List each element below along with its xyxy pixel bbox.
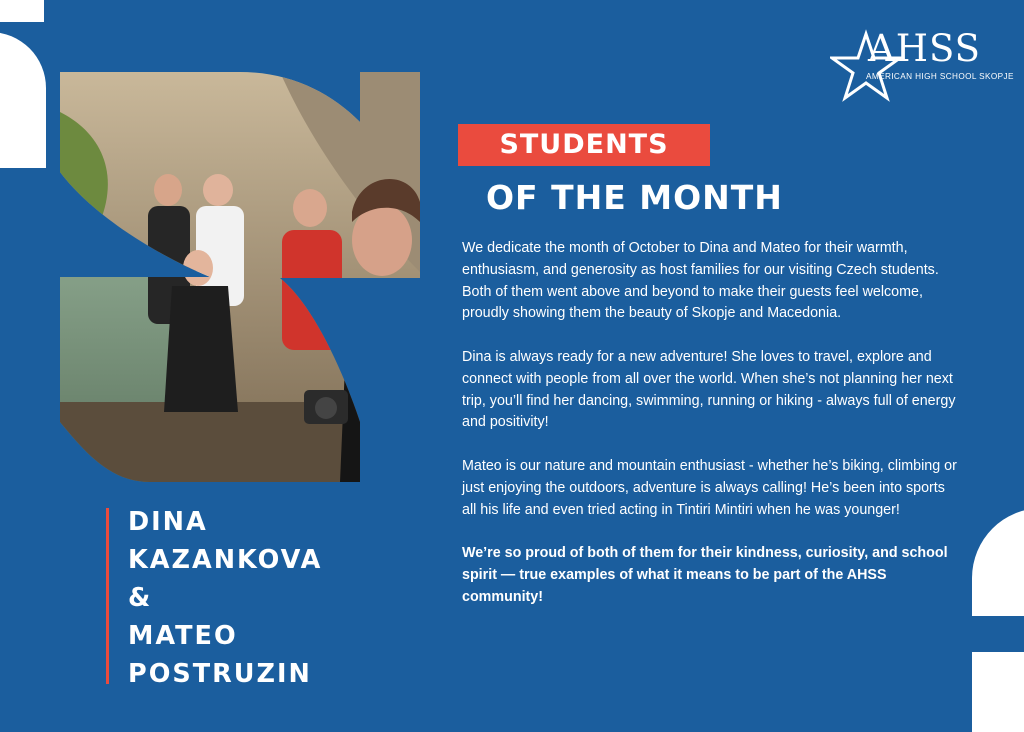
school-logo (830, 26, 1014, 106)
paragraph-intro: We dedicate the month of October to Dina and Mateo for their warmth, enthusiasm, and generosity as host families for our visiting Czech students. Both of them went above and beyond to make their guests feel welcome, proudly showing them the beauty of Skopje and Macedonia. (462, 240, 939, 322)
name-line: DINA (128, 507, 208, 537)
paragraph-mateo: Mateo is our nature and mountain enthusiast - whether he’s biking, climbing or just enjoying the outdoors, adventure is always calling! He’s been into sports all his life and even tried acting in Tintiri Mintiri when he was younger! (462, 457, 957, 518)
paragraph-dina: Dina is always ready for a new adventure! She loves to travel, explore and connect with people from all over the world. When she’s not planning her next trip, you’ll find her dancing, swimming, running or hiking - always full of energy and positivity! (462, 348, 956, 431)
page-title: OF THE MONTH (486, 178, 783, 217)
decor-arc-bottom-right (972, 508, 1024, 616)
decor-corner-square-top (0, 0, 44, 22)
name-line: & (128, 583, 153, 613)
names-accent-bar (106, 508, 109, 684)
decor-corner-square-bottom (972, 652, 1024, 732)
logo-subtitle: AMERICAN HIGH SCHOOL SKOPJE (866, 72, 1014, 81)
paragraph-closing: We’re so proud of both of them for their kindness, curiosity, and school spirit — true examples of what it means to be part of the AHSS community! (462, 545, 948, 605)
name-line: POSTRUZIN (128, 659, 312, 689)
article-body (462, 238, 962, 609)
students-badge: STUDENTS (458, 124, 710, 166)
student-names (128, 503, 428, 693)
decor-arc-top-left (0, 32, 46, 168)
students-photo (60, 72, 420, 482)
logo-wordmark: AHSS (868, 27, 982, 70)
name-line: MATEO (128, 621, 238, 651)
name-line: KAZANKOVA (128, 545, 323, 575)
